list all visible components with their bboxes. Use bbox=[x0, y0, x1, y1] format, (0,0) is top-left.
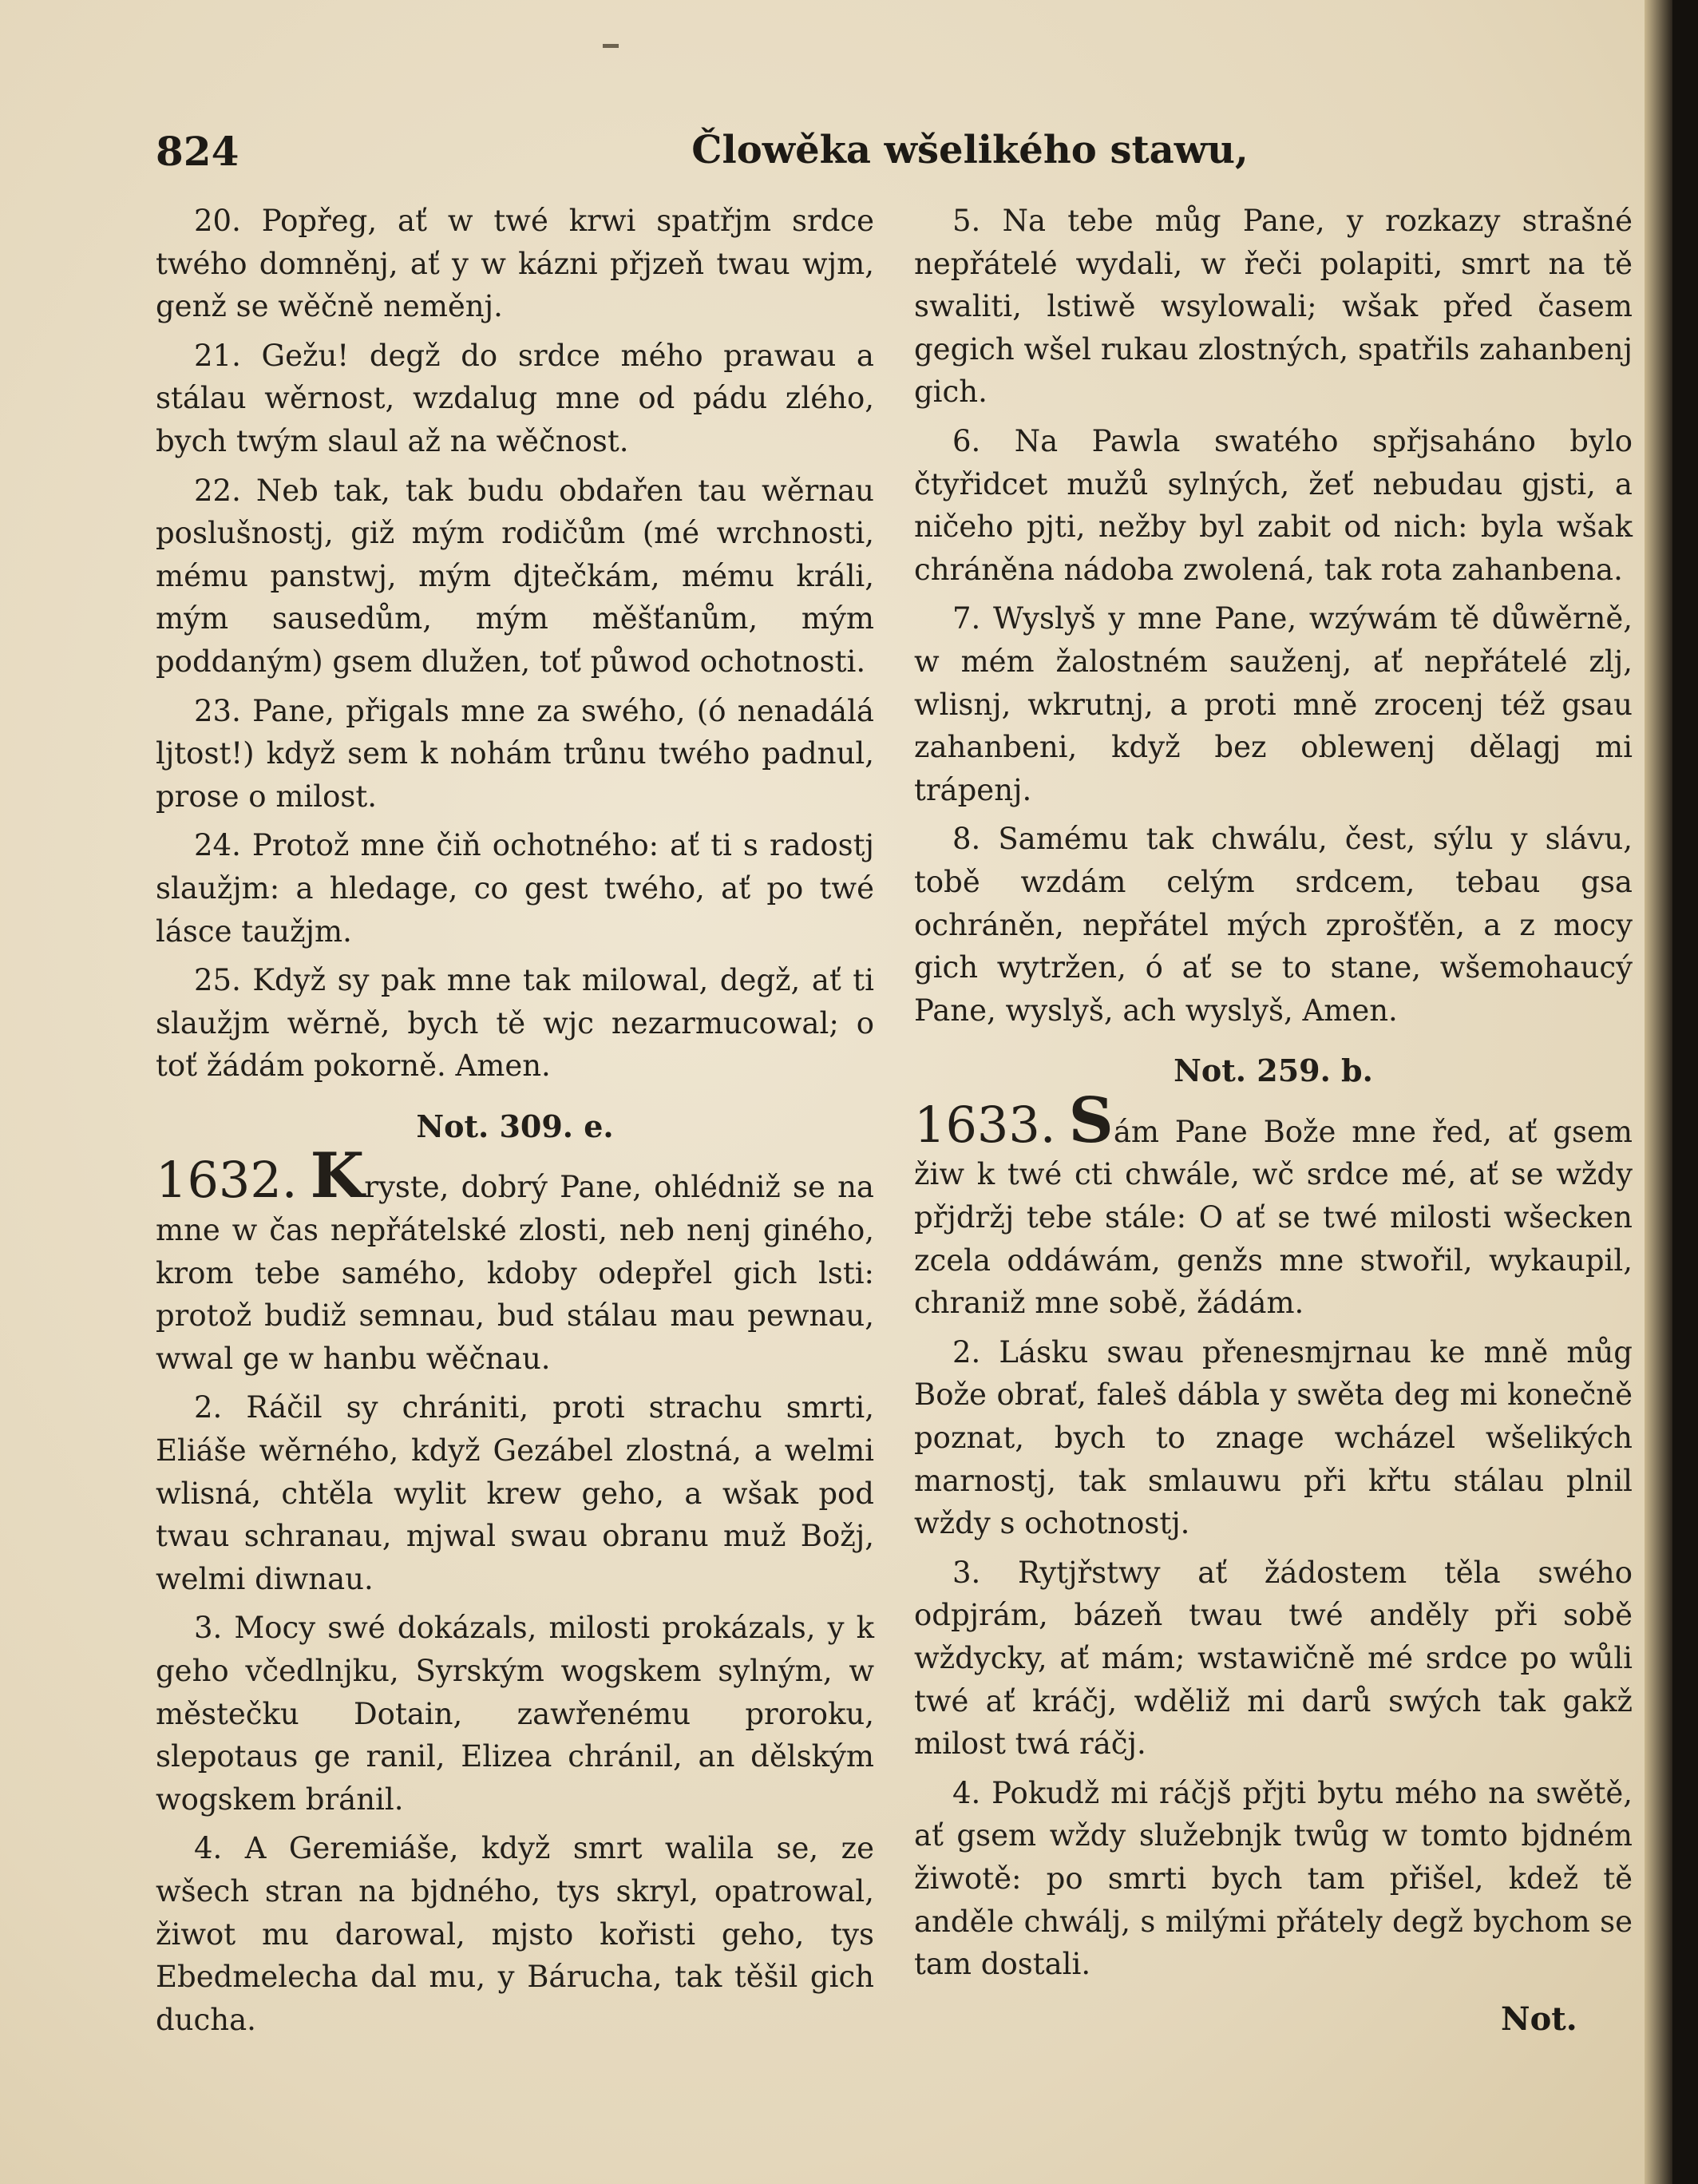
verse: 3. Mocy swé dokázals, milosti prokázals, y k geho včedlnjku, Syrským wogskem sylným, w městečku Dotain, zawřenému proroku, slepotaus ge ranil, Elizea chránil, an dělským wogskem bránil. bbox=[156, 1611, 874, 1817]
verse: 5. Na tebe můg Pane, y rozkazy strašné nepřátelé wydali, w řeči polapiti, smrt na tě swaliti, lstiwě wsylowali; wšak před časem gegich wšel rukau zlostných, spatřils zahanbenj gich. bbox=[914, 204, 1633, 410]
verse: 2. Ráčil sy chrániti, proti strachu smrti, Eliáše wěrného, když Gezábel zlostná, a welmi wlisná, chtěla wylit krew geho, a wšak pod twau schranau, mjwal swau obranu muž Božj, welmi diwnau. bbox=[156, 1390, 874, 1596]
running-title: Člowěka wšelikého stawu, bbox=[691, 128, 1249, 172]
hymn-number: 1633. bbox=[914, 1095, 1056, 1154]
verse: 22. Neb tak, tak budu obdařen tau wěrnau poslušnostj, giž mým rodičům (mé wrchnosti, mému panstwj, mým djtečkám, mému králi, mým sausedům, mým měšťanům, mým poddaným) gsem dlužen, toť půwod ochotnosti. bbox=[156, 473, 874, 679]
hymn-heading: Not. 259. b. bbox=[1174, 1052, 1373, 1089]
hymn-first-text: ám Pane Bože mne řed, ať gsem žiw k twé cti chwále, wč srdce mé, ať se wždy přjdržj tebe stále: O ať se twé milosti wšecken zcela oddáwám, genžs mne stwořil, wykaupil, chraniž mne sobě, žádám. bbox=[914, 1114, 1633, 1321]
hymn-first-text: ryste, dobrý Pane, ohlédniž se na mne w čas nepřátelské zlosti, neb nenj giného, krom tebe samého, kdoby odepřel gich lsti: protož budiž semnau, bud stálau mau pewnau, wwal ge w hanbu wěčnau. bbox=[156, 1170, 874, 1376]
hymn-number: 1632. bbox=[156, 1151, 298, 1210]
drop-cap: S bbox=[1068, 1084, 1114, 1157]
top-mark bbox=[603, 44, 619, 48]
verse: 3. Rytjřstwy ať žádostem těla swého odpjrám, bázeň twau twé anděly při sobě wždycky, ať mám; wstawičně mé srdce po wůli twé ať kráčj, wděliž mi darů swých tak gakž milost twá ráčj. bbox=[914, 1555, 1633, 1762]
catchword: Not. bbox=[1501, 2000, 1577, 2038]
verse: 20. Popřeg, ať w twé krwi spatřjm srdce twého domněnj, ať y w kázni přjzeň twau wjm, genž se wěčně neměnj. bbox=[156, 204, 874, 324]
page-gutter bbox=[1645, 0, 1672, 2184]
verse: 6. Na Pawla swatého spřjsaháno bylo čtyřidcet mužů sylných, žeť nebudau gjsti, a ničeho pjti, nežby byl zabit od nich: byla wšak chráněna nádoba zwolená, tak rota zahanbena. bbox=[914, 423, 1633, 587]
hymn-heading: Not. 309. e. bbox=[416, 1108, 614, 1144]
verse: 7. Wyslyš y mne Pane, wzýwám tě důwěrně, w mém žalostném sauženj, ať nepřátelé zlj, wlisnj, wkrutnj, a proti mně zrocenj též gsau zahanbeni, když bez oblewenj dělagj mi trápenj. bbox=[914, 601, 1633, 807]
hymn-first-verse bbox=[914, 1084, 1633, 1325]
verse: 24. Protož mne čiň ochotného: ať ti s radostj slaužjm: a hledage, co gest twého, ať po twé lásce taužjm. bbox=[156, 828, 874, 949]
verse: 25. Když sy pak mne tak milowal, degž, ať ti slaužjm wěrně, bych tě wjc nezarmucowal; o toť žádám pokorně. Amen. bbox=[156, 963, 874, 1084]
drop-cap: K bbox=[310, 1140, 365, 1213]
facing-page-edge bbox=[1672, 0, 1698, 2184]
verse: 4. Pokudž mi ráčjš přjti bytu mého na swětě, ať gsem wždy služebnjk twůg w tomto bjdném žiwotě: po smrti bych tam přišel, kdež tě anděle chwálj, s milými přátely degž bychom se tam dostali. bbox=[914, 1775, 1633, 1982]
hymn-first-verse bbox=[156, 1140, 874, 1380]
right-column bbox=[914, 200, 1633, 1992]
verse: 8. Samému tak chwálu, čest, sýlu y slávu, tobě wzdám celým srdcem, tebau gsa ochráněn, nepřátel mých zprošťěn, a z mocy gich wytržen, ó ať se to stane, wšemohaucý Pane, wyslyš, ach wyslyš, Amen. bbox=[914, 822, 1633, 1028]
page-number: 824 bbox=[156, 128, 239, 175]
left-column bbox=[156, 200, 874, 2047]
verse: 2. Lásku swau přenesmjrnau ke mně můg Bože obrať, faleš dábla y swěta deg mi konečně poznat, bych to znage wcházel wšelikých marnostj, tak smlauwu při křtu stálau plnil wždy s ochotnostj. bbox=[914, 1334, 1633, 1541]
verse: 23. Pane, přigals mne za swého, (ó nenadálá ljtost!) když sem k nohám trůnu twého padnul, prose o milost. bbox=[156, 693, 874, 814]
verse: 21. Gežu! degž do srdce mého prawau a stálau wěrnost, wzdalug mne od pádu zlého, bych twým slaul až na wěčnost. bbox=[156, 338, 874, 458]
page-header bbox=[156, 128, 1641, 200]
verse: 4. A Geremiáše, když smrt walila se, ze wšech stran na bjdného, tys skryl, opatrowal, žiwot mu darowal, mjsto kořisti geho, tys Ebedmelecha dal mu, y Bárucha, tak těšil gich ducha. bbox=[156, 1831, 874, 2037]
